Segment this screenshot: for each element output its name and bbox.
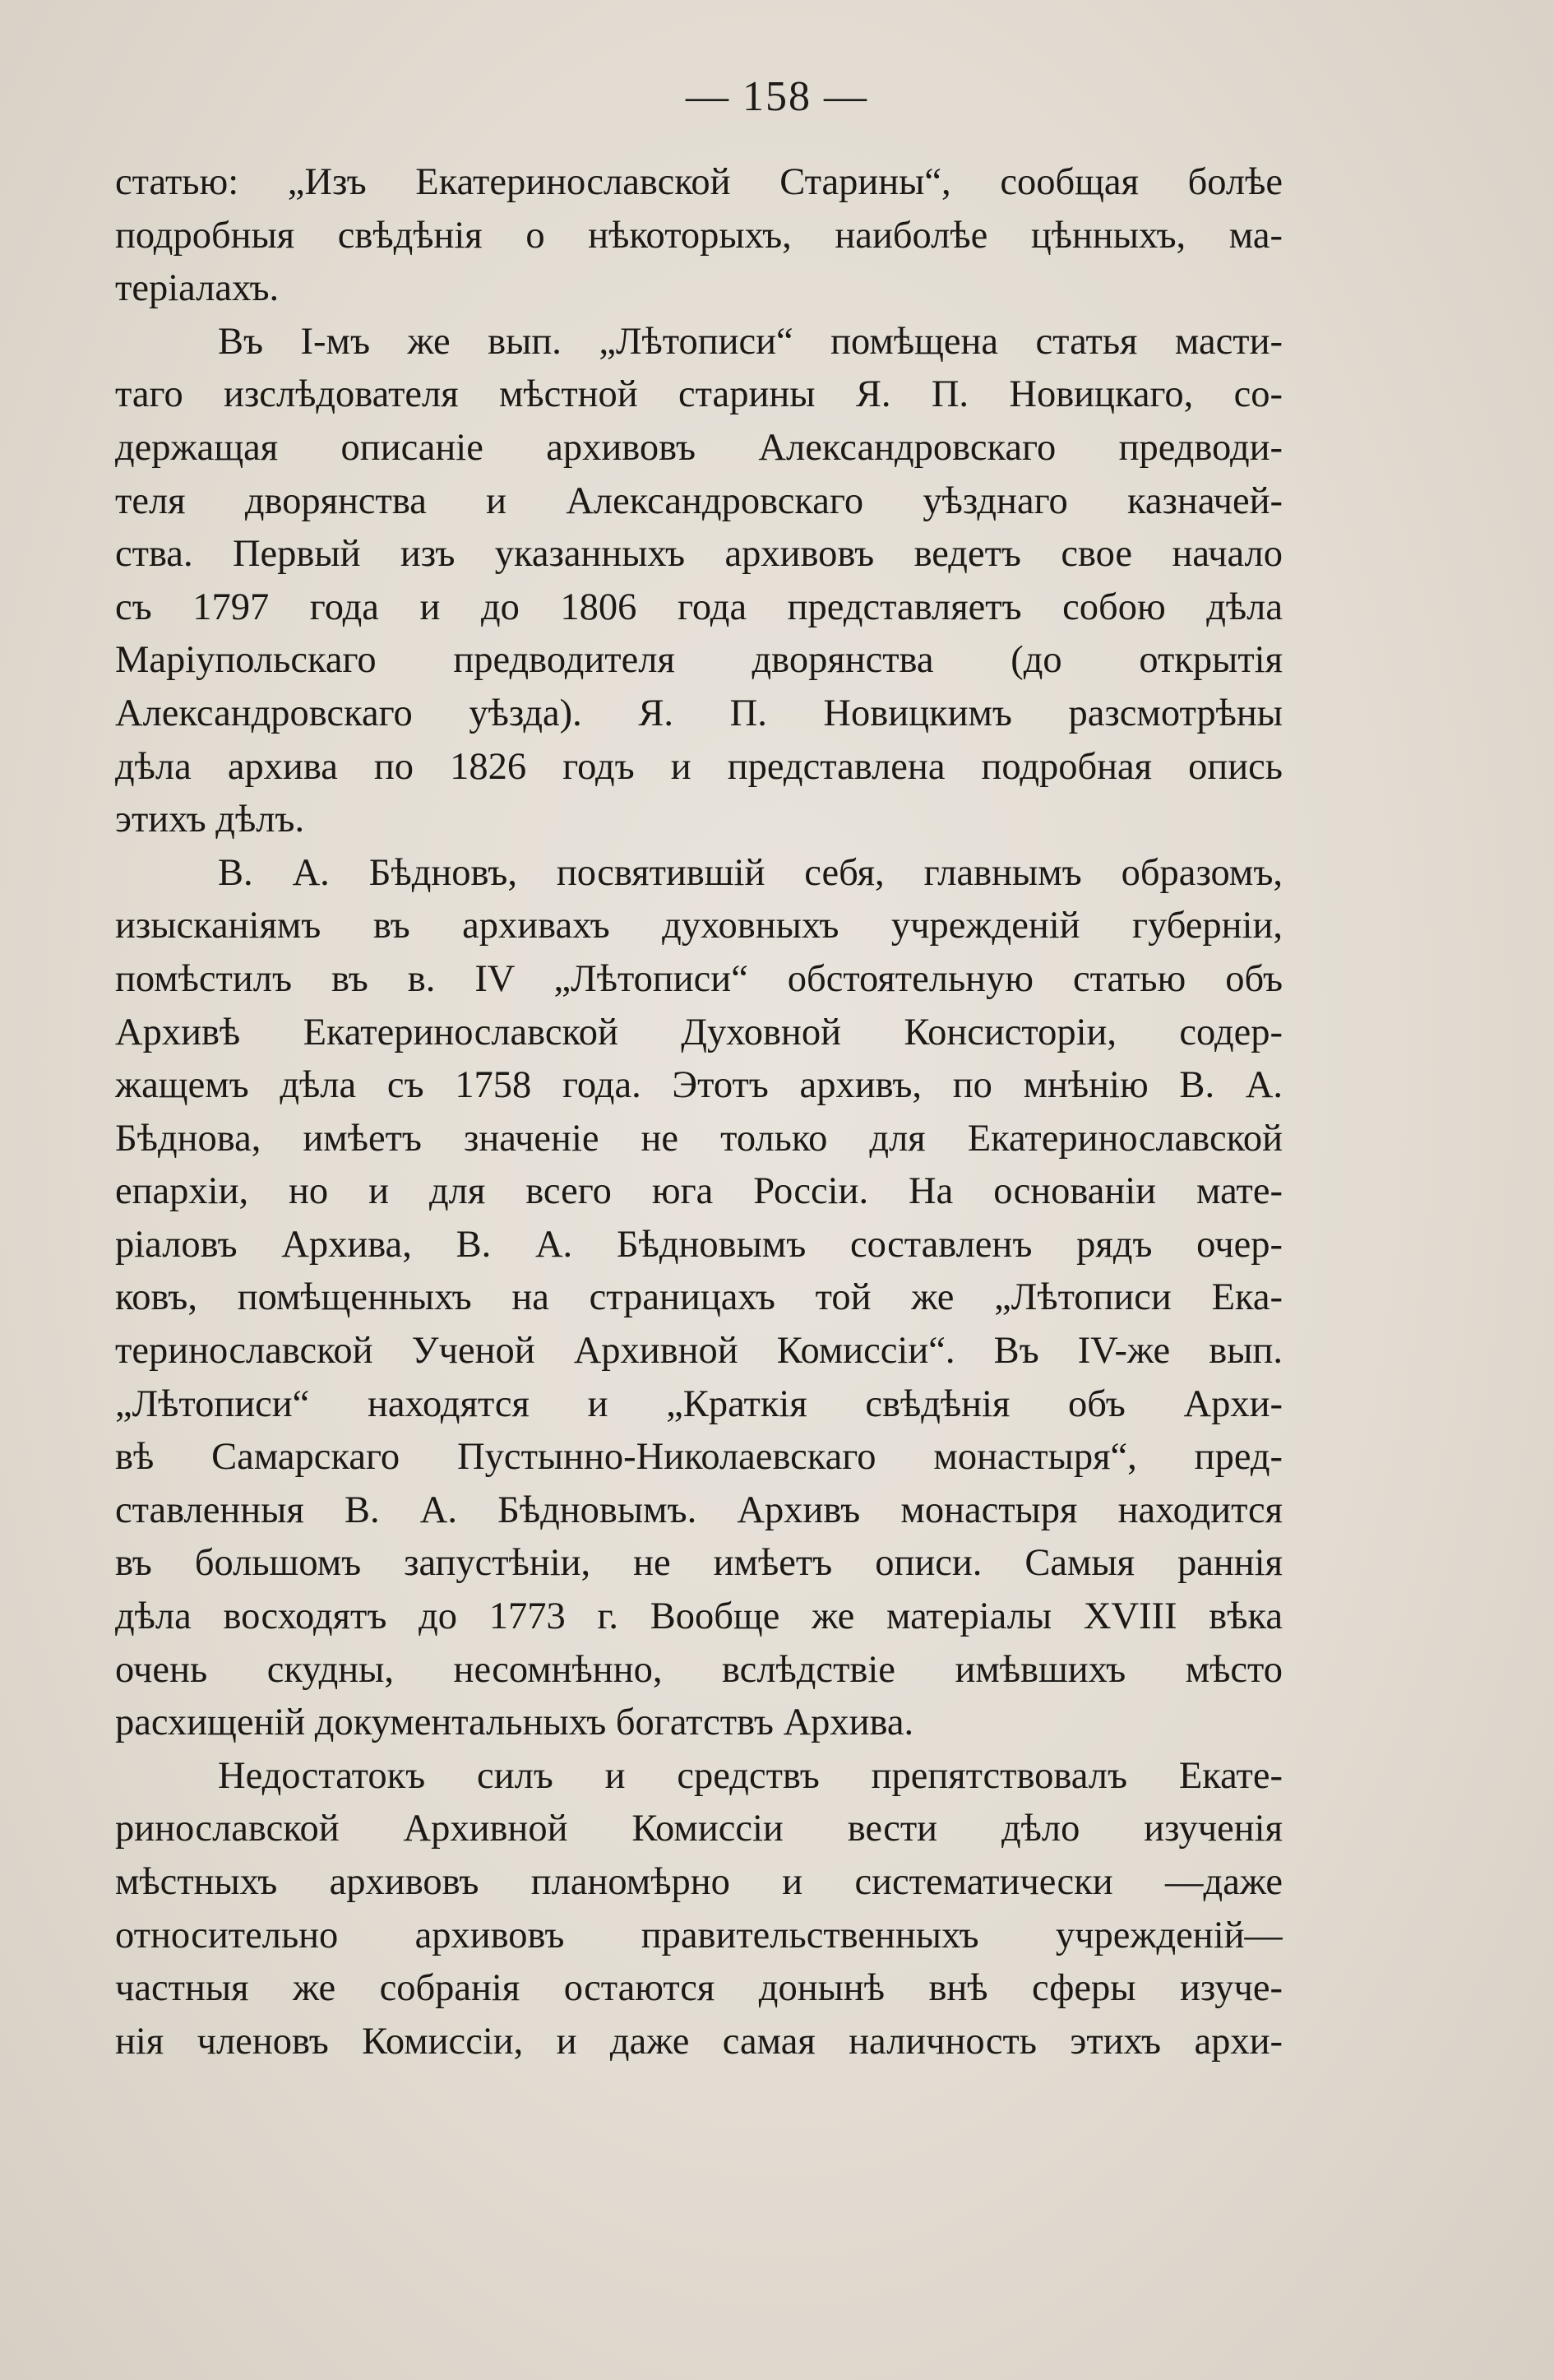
body-text bbox=[115, 156, 1283, 2068]
text-line: ства. Первый изъ указанныхъ архивовъ ведетъ свое начало bbox=[115, 533, 1283, 576]
text-line: изысканіямъ въ архивахъ духовныхъ учрежденій губерніи, bbox=[115, 905, 1283, 947]
text-line: дѣла восходятъ до 1773 г. Вообще же матеріалы XVIII вѣка bbox=[115, 1595, 1283, 1638]
text-line: жащемъ дѣла съ 1758 года. Этотъ архивъ, по мнѣнію В. А. bbox=[115, 1064, 1283, 1107]
text-line: помѣстилъ въ в. IV „Лѣтописи“ обстоятельную статью объ bbox=[115, 957, 1283, 1000]
text-line: ріаловъ Архива, В. А. Бѣдновымъ составленъ рядъ очер- bbox=[115, 1223, 1283, 1266]
text-line: частныя же собранія остаются донынѣ внѣ сферы изуче- bbox=[115, 1967, 1283, 2010]
text-line: статью: „Изъ Екатеринославской Старины“, сообщая болѣе bbox=[115, 161, 1283, 203]
text-line: ковъ, помѣщенныхъ на страницахъ той же „Лѣтописи Ека- bbox=[115, 1276, 1283, 1319]
text-line: теріалахъ. bbox=[115, 267, 280, 310]
text-line: Недостатокъ силъ и средствъ препятствовалъ Екате- bbox=[218, 1754, 1283, 1797]
text-line: мѣстныхъ архивовъ планомѣрно и систематически —даже bbox=[115, 1861, 1283, 1903]
text-line: нія членовъ Комиссіи, и даже самая наличность этихъ архи- bbox=[115, 2020, 1283, 2063]
text-line: „Лѣтописи“ находятся и „Краткія свѣдѣнія объ Архи- bbox=[115, 1382, 1283, 1425]
text-line: вѣ Самарскаго Пустынно-Николаевскаго монастыря“, пред- bbox=[115, 1436, 1283, 1479]
text-line: въ большомъ запустѣніи, не имѣетъ описи. Самыя раннія bbox=[115, 1542, 1283, 1585]
text-line: Бѣднова, имѣетъ значеніе не только для Екатеринославской bbox=[115, 1117, 1283, 1160]
text-line: съ 1797 года и до 1806 года представляетъ собою дѣла bbox=[115, 586, 1283, 628]
text-line: В. А. Бѣдновъ, посвятившій себя, главнымъ образомъ, bbox=[218, 851, 1283, 894]
text-line: относительно архивовъ правительственныхъ учрежденій— bbox=[115, 1914, 1283, 1956]
text-line: ринославской Архивной Комиссіи вести дѣло изученія bbox=[115, 1808, 1283, 1850]
text-line: епархіи, но и для всего юга Россіи. На основаніи мате- bbox=[115, 1170, 1283, 1213]
text-line: ставленныя В. А. Бѣдновымъ. Архивъ монастыря находится bbox=[115, 1489, 1283, 1531]
text-line: таго изслѣдователя мѣстной старины Я. П. Новицкаго, со- bbox=[115, 373, 1283, 416]
text-line: очень скудны, несомнѣнно, вслѣдствіе имѣвшихъ мѣсто bbox=[115, 1648, 1283, 1691]
text-line: подробныя свѣдѣнія о нѣкоторыхъ, наиболѣе цѣнныхъ, ма- bbox=[115, 214, 1283, 257]
text-line: Александровскаго уѣзда). Я. П. Новицкимъ разсмотрѣны bbox=[115, 692, 1283, 734]
text-line: Архивѣ Екатеринославской Духовной Консисторіи, содер- bbox=[115, 1011, 1283, 1053]
text-line: расхищеній документальныхъ богатствъ Архива. bbox=[115, 1702, 914, 1744]
text-line: Въ I-мъ же вып. „Лѣтописи“ помѣщена статья масти- bbox=[218, 320, 1283, 363]
text-line: теринославской Ученой Архивной Комиссіи“. Въ IV-же вып. bbox=[115, 1330, 1283, 1373]
text-line: держащая описаніе архивовъ Александровскаго предводи- bbox=[115, 426, 1283, 469]
text-line: теля дворянства и Александровскаго уѣзднаго казначей- bbox=[115, 479, 1283, 522]
text-line: дѣла архива по 1826 годъ и представлена подробная опись bbox=[115, 745, 1283, 788]
text-line: этихъ дѣлъ. bbox=[115, 799, 305, 841]
text-line: Маріупольскаго предводителя дворянства (до открытія bbox=[115, 639, 1283, 682]
page-number: — 158 — bbox=[686, 73, 868, 120]
